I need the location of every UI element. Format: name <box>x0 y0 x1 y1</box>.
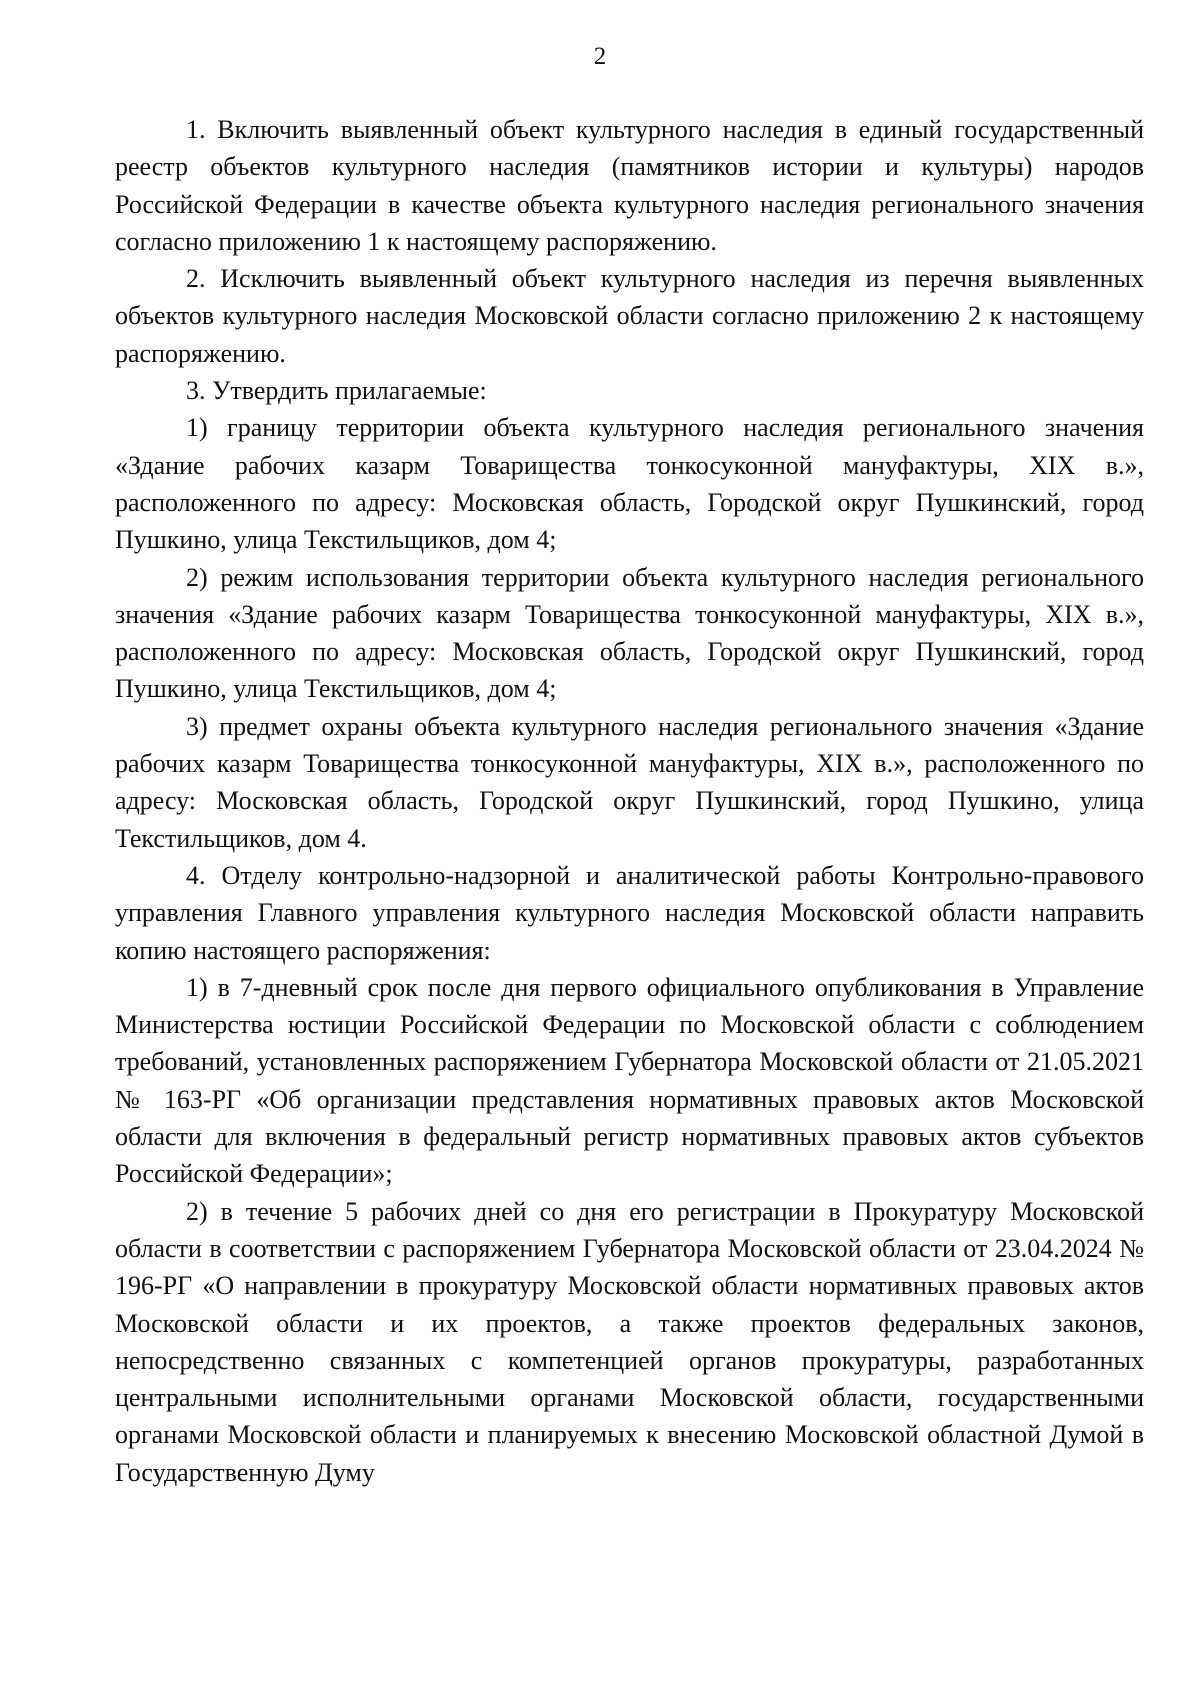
paragraph-3-approve: 3. Утвердить прилагаемые: <box>186 376 487 406</box>
paragraph-3-3-protection-subject: 3) предмет охраны объекта культурного наследия регионального значения «Здание рабочих казарм Товарищества тонкосуконной мануфактуры, XIX в.», расположенного по адресу: Московская область, Городской округ Пушкинский, город Пушкино, улица Текстильщиков, дом 4. <box>115 711 1144 853</box>
paragraph-2-exclude-from-list: 2. Исключить выявленный объект культурного наследия из перечня выявленных объектов культурного наследия Московской области согласно приложению 2 к настоящему распоряжению. <box>115 264 1144 368</box>
paragraph-3-1-territory-boundary: 1) границу территории объекта культурного наследия регионального значения «Здание рабочих казарм Товарищества тонкосуконной мануфактуры, XIX в.», расположенного по адресу: Московская область, Городской округ Пушкинский, город Пушкино, улица Текстильщиков, дом 4; <box>115 413 1144 555</box>
paragraph-3-2-territory-use-regime: 2) режим использования территории объекта культурного наследия регионального значения «Здание рабочих казарм Товарищества тонкосуконной мануфактуры, XIX в.», расположенного по адресу: Московская область, Городской округ Пушкинский, город Пушкино, улица Текстильщиков, дом 4; <box>115 562 1144 704</box>
paragraph-4-2-prosecutor-office: 2) в течение 5 рабочих дней со дня его регистрации в Прокуратуру Московской области в соответствии с распоряжением Губернатора Московской области от 23.04.2024 № 196-РГ «О направлении в прокуратуру Московской области нормативных правовых актов Московской области и их проектов, а также проектов федеральных законов, непосредственно связанных с компетенцией органов прокуратуры, разработанных центральными исполнительными органами Московской области, государственными органами Московской области и планируемых к внесению Московской областной Думой в Государственную Думу <box>115 1196 1144 1487</box>
paragraph-4-1-ministry-of-justice: 1) в 7-дневный срок после дня первого официального опубликования в Управление Министерства юстиции Российской Федерации по Московской области с соблюдением требований, установленных распоряжением Губернатора Московской области от 21.05.2021 № 163-РГ «Об организации представления нормативных правовых актов Московской области для включения в федеральный регистр нормативных правовых актов субъектов Российской Федерации»; <box>115 972 1144 1189</box>
document-body <box>115 111 1144 1491</box>
paragraph-4-send-copy: 4. Отделу контрольно-надзорной и аналитической работы Контрольно-правового управления Главного управления культурного наследия Московской области направить копию настоящего распоряжения: <box>115 860 1144 965</box>
page-number: 2 <box>593 43 607 70</box>
paragraph-1-include-in-registry: 1. Включить выявленный объект культурного наследия в единый государственный реестр объектов культурного наследия (памятников истории и культуры) народов Российской Федерации в качестве объекта культурного наследия регионального значения согласно приложению 1 к настоящему распоряжению. <box>115 115 1144 256</box>
